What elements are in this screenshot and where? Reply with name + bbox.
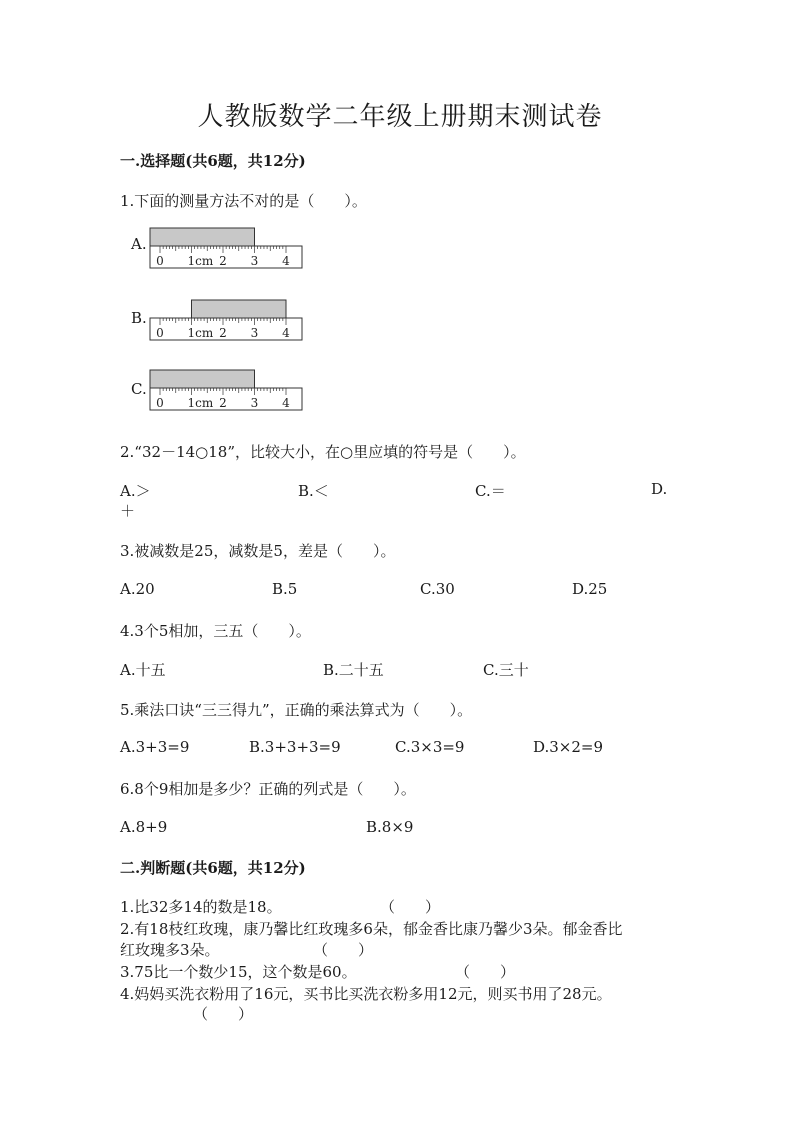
question-4-stem: 4.3个5相加，三五（ ）。 xyxy=(120,622,311,640)
q3-option-c: C.30 xyxy=(420,580,455,598)
measured-object-bar xyxy=(150,228,255,246)
measured-object-bar xyxy=(150,370,255,388)
q3-option-b: B.5 xyxy=(272,580,298,598)
q4-option-a: A.十五 xyxy=(120,661,166,679)
ruler-tick-label: 4 xyxy=(282,254,290,268)
q5-option-d: D.3×2=9 xyxy=(533,738,604,756)
ruler-tick-label: 1cm xyxy=(187,396,214,410)
ruler-tick-label: 2 xyxy=(219,326,227,340)
section-heading-choice: 一.选择题(共6题，共12分) xyxy=(120,152,306,170)
ruler-b-svg xyxy=(148,298,308,342)
judge-item-2-paren: （ ） xyxy=(313,941,374,959)
q3-option-a: A.20 xyxy=(120,580,155,598)
question-3-stem: 3.被减数是25，减数是5，差是（ ）。 xyxy=(120,542,396,560)
q4-option-c: C.三十 xyxy=(483,661,529,679)
judge-item-1-paren: （ ） xyxy=(380,898,441,916)
ruler-tick-label: 1cm xyxy=(187,254,214,268)
option-c-label: C. xyxy=(131,380,147,398)
q2-option-b: B.＜ xyxy=(298,482,329,500)
section-heading-judgement: 二.判断题(共6题，共12分) xyxy=(120,859,306,877)
ruler-figure-c xyxy=(148,368,308,416)
ruler-tick-label: 0 xyxy=(156,326,164,340)
question-6-stem: 6.8个9相加是多少？正确的列式是（ ）。 xyxy=(120,780,416,798)
option-b-label: B. xyxy=(131,309,147,327)
q6-option-b: B.8×9 xyxy=(366,818,414,836)
ruler-tick-label: 0 xyxy=(156,396,164,410)
q5-option-a: A.3+3=9 xyxy=(120,738,190,756)
judge-item-1: 1.比32多14的数是18。 xyxy=(120,898,282,916)
judge-item-4: 4.妈妈买洗衣粉用了16元，买书比买洗衣粉多用12元，则买书用了28元。 xyxy=(120,985,612,1003)
judge-item-3-paren: （ ） xyxy=(455,963,516,981)
question-2-stem: 2.“32－14○18”，比较大小，在○里应填的符号是（ ）。 xyxy=(120,443,526,461)
ruler-tick-label: 2 xyxy=(219,396,227,410)
ruler-tick-label: 3 xyxy=(250,396,259,410)
ruler-tick-label: 1cm xyxy=(187,326,214,340)
option-a-label: A. xyxy=(131,235,147,253)
ruler-tick-label: 4 xyxy=(282,326,290,340)
judge-item-3: 3.75比一个数少15，这个数是60。 xyxy=(120,963,357,981)
q5-option-b: B.3+3+3=9 xyxy=(249,738,341,756)
q3-option-d: D.25 xyxy=(572,580,608,598)
ruler-a-svg xyxy=(148,226,308,270)
ruler-tick-label: 0 xyxy=(156,254,164,268)
ruler-figure-a xyxy=(148,226,308,274)
judge-item-2: 2.有18枝红玫瑰，康乃馨比红玫瑰多6朵，郁金香比康乃馨少3朵。郁金香比 xyxy=(120,920,623,938)
question-1-stem: 1.下面的测量方法不对的是（ ）。 xyxy=(120,192,367,210)
ruler-tick-label: 2 xyxy=(219,254,227,268)
q2-option-d-symbol: ＋ xyxy=(120,502,136,520)
q6-option-a: A.8+9 xyxy=(120,818,168,836)
judge-item-4-paren: （ ） xyxy=(193,1005,254,1023)
question-5-stem: 5.乘法口诀“三三得九”，正确的乘法算式为（ ）。 xyxy=(120,701,473,719)
q2-option-a: A.＞ xyxy=(120,482,151,500)
judge-item-2-cont: 红玫瑰多3朵。 xyxy=(120,941,220,959)
q5-option-c: C.3×3=9 xyxy=(395,738,465,756)
ruler-c-svg xyxy=(148,368,308,412)
ruler-tick-label: 3 xyxy=(250,254,259,268)
ruler-tick-label: 4 xyxy=(282,396,290,410)
page-title: 人教版数学二年级上册期末测试卷 xyxy=(197,102,603,132)
ruler-figure-b xyxy=(148,298,308,346)
q2-option-c: C.＝ xyxy=(475,482,506,500)
measured-object-bar xyxy=(192,300,287,318)
q4-option-b: B.二十五 xyxy=(323,661,384,679)
q2-option-d: D. xyxy=(651,480,668,498)
ruler-tick-label: 3 xyxy=(250,326,259,340)
